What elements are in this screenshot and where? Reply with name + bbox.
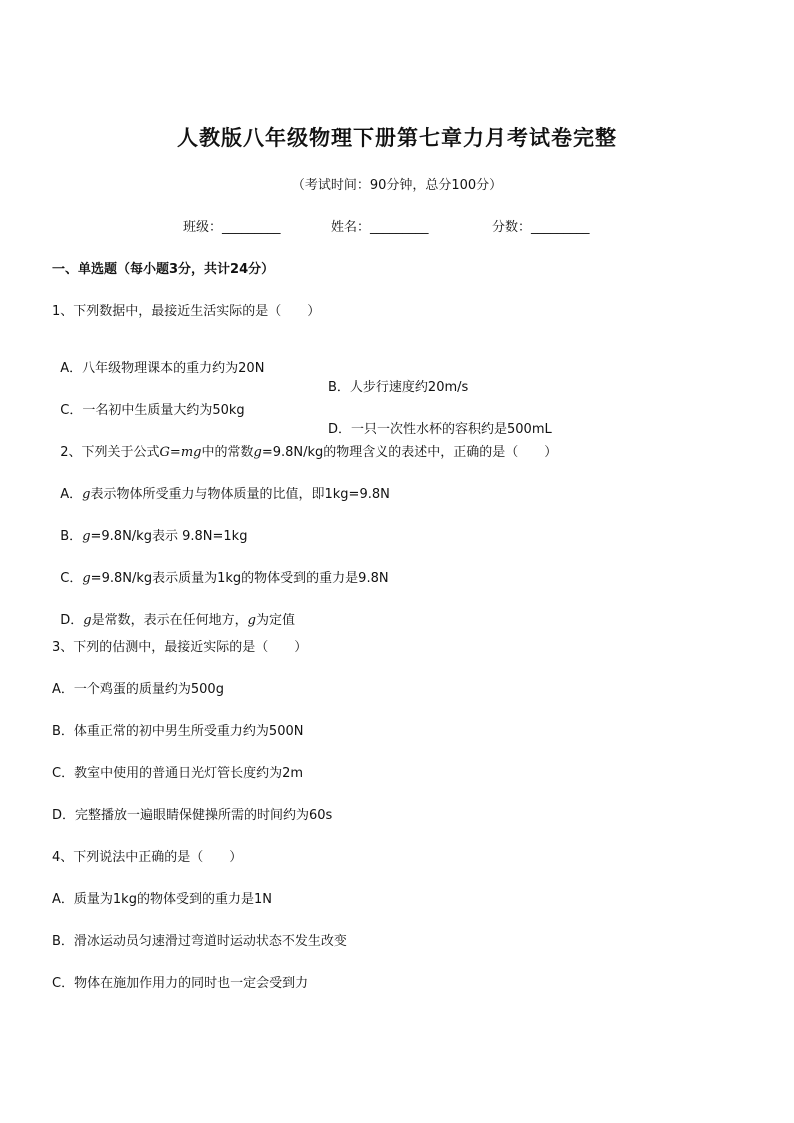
- symbol-g: g: [83, 613, 92, 628]
- exam-subtitle: （考试时间：90分钟，总分100分）: [291, 178, 503, 193]
- question-4-option-c: C．物体在施加作用力的同时也一定会受到力: [52, 976, 309, 991]
- question-2-option-d: [52, 594, 295, 628]
- question-1-option-d: D．一只一次性水杯的容积约是500mL: [328, 422, 552, 437]
- score-field: 分数：_________: [492, 220, 590, 235]
- question-2-stem-part: =9.8N/kg的物理含义的表述中，正确的是（ ）: [261, 445, 558, 460]
- option-text: =9.8N/kg表示 9.8N=1kg: [90, 529, 248, 544]
- option-letter: D．: [60, 613, 84, 628]
- option-text: =9.8N/kg表示质量为1kg的物体受到的重力是9.8N: [90, 571, 389, 586]
- question-3-option-d: D．完整播放一遍眼睛保健操所需的时间约为60s: [52, 808, 333, 823]
- question-3-option-b: B．体重正常的初中男生所受重力约为500N: [52, 724, 304, 739]
- question-3-option-c: C．教室中使用的普通日光灯管长度约为2m: [52, 766, 304, 781]
- option-letter: A．: [60, 487, 83, 502]
- question-4-stem: 4、下列说法中正确的是（ ）: [52, 850, 243, 865]
- name-field: 姓名：_________: [331, 220, 429, 235]
- question-2-stem-part: 中的常数: [201, 445, 254, 460]
- symbol-g: g: [82, 487, 91, 502]
- option-text: 是常数，表示在任何地方，: [91, 613, 248, 628]
- question-2-option-b: [52, 510, 247, 544]
- option-text: 表示物体所受重力与物体质量的比值，即1kg=9.8N: [90, 487, 390, 502]
- question-1-option-c: C．一名初中生质量大约为50kg: [60, 403, 245, 418]
- exam-title: 人教版八年级物理下册第七章力月考试卷完整: [177, 125, 617, 150]
- question-2-stem-part: 2、下列关于公式: [60, 445, 160, 460]
- question-4-option-a: A．质量为1kg的物体受到的重力是1N: [52, 892, 272, 907]
- question-2-stem: [52, 426, 557, 460]
- question-3-stem: 3、下列的估测中，最接近实际的是（ ）: [52, 640, 308, 655]
- class-field: 班级：_________: [183, 220, 281, 235]
- question-2-option-a: [52, 468, 390, 502]
- question-2-option-c: [52, 552, 389, 586]
- option-letter: C．: [60, 571, 83, 586]
- option-text: 为定值: [255, 613, 295, 628]
- question-4-option-b: B．滑冰运动员匀速滑过弯道时运动状态不发生改变: [52, 934, 347, 949]
- symbol-g: g: [247, 613, 256, 628]
- question-3-option-a: A．一个鸡蛋的质量约为500g: [52, 682, 224, 697]
- symbol-g: g: [82, 529, 91, 544]
- symbol-g: g: [253, 445, 262, 460]
- option-letter: B．: [60, 529, 83, 544]
- question-1-stem: 1、下列数据中，最接近生活实际的是（ ）: [52, 304, 321, 319]
- formula-g-equals-mg: G=mg: [159, 445, 202, 460]
- section-heading: 一、单选题（每小题3分，共计24分）: [52, 262, 275, 277]
- symbol-g: g: [82, 571, 91, 586]
- question-1-option-b: B．人步行速度约20m/s: [328, 380, 469, 395]
- question-1-option-a: A．八年级物理课本的重力约为20N: [60, 361, 265, 376]
